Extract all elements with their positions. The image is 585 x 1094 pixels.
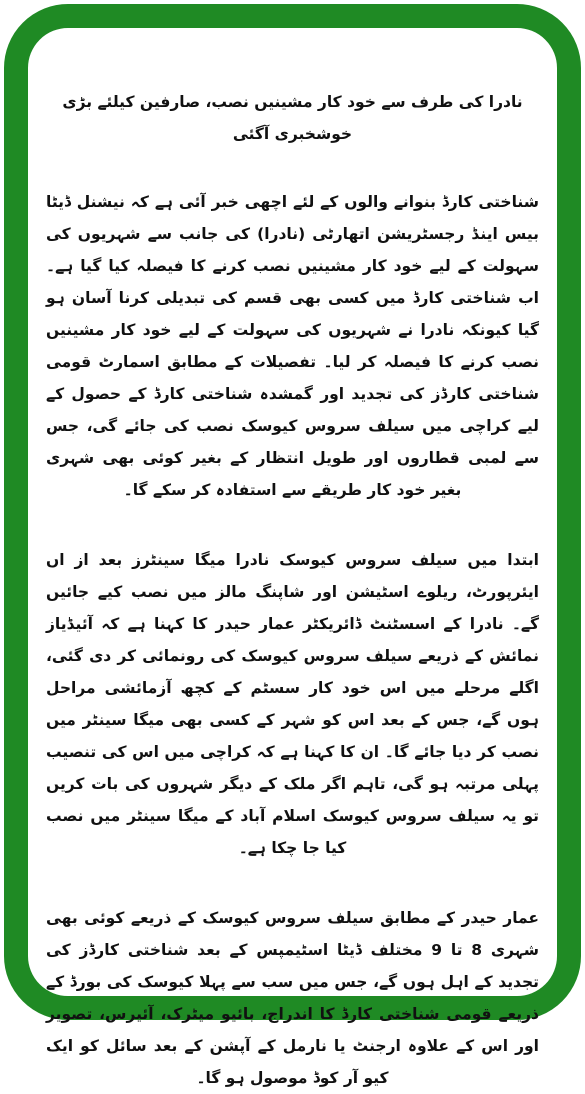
article-paragraph-3: عمار حیدر کے مطابق سیلف سروس کیوسک کے ذریعے کوئی بھی شہری 8 تا 9 مختلف ڈیٹا اسٹیمپس کے بعد شناختی کارڈز کی تجدید کے اہل ہوں گے، جس میں سب سے پہلا کیوسک کی بورڈ کے ذریعے قومی شناختی کارڈ کا اندراج، بائیو میٹرک، آئیرس، تصویر اور اس کے علاوہ ارجنٹ یا نارمل کے آپشن کے بعد سائل کو ایک کیو آر کوڈ موصول ہو گا۔	[46, 909, 539, 1087]
phone-frame	[4, 4, 581, 1087]
article-body	[46, 86, 539, 1087]
article-paragraph-2: ابتدا میں سیلف سروس کیوسک نادرا میگا سینٹرز بعد از اں ایئرپورٹ، ریلوے اسٹیشن اور شاپنگ مالز میں نصب کیے جائیں گے۔ نادرا کے اسسٹنٹ ڈائریکٹر عمار حیدر کا کہنا ہے کہ آئیڈیاز نمائش کے ذریعے سیلف سروس کیوسک کی رونمائی کر دی گئی، اگلے مرحلے میں اس خود کار سسٹم کے کچھ آزمائشی مراحل ہوں گے، جس کے بعد اس کو شہر کے کسی بھی میگا سینٹر میں نصب کر دیا جائے گا۔ ان کا کہنا ہے کہ کراچی میں اس کی تنصیب پہلی مرتبہ ہو گی، تاہم اگر ملک کے دیگر شہروں کی بات کریں تو یہ سیلف سروس کیوسک اسلام آباد کے میگا سینٹر میں نصب کیا جا چکا ہے۔	[46, 551, 539, 857]
article-paragraph-1: شناختی کارڈ بنوانے والوں کے لئے اچھی خبر آئی ہے کہ نیشنل ڈیٹا بیس اینڈ رجسٹریشن اتھارٹی (نادرا) کی جانب سے شہریوں کی سہولت کے لیے خود کار مشینیں نصب کرنے کا فیصلہ کیا گیا ہے۔ اب شناختی کارڈ میں کسی بھی قسم کی تبدیلی کرنا آسان ہو گیا کیونکہ نادرا نے شہریوں کی سہولت کے لیے خود کار مشینیں نصب کرنے کا فیصلہ کر لیا۔ تفصیلات کے مطابق اسمارٹ قومی شناختی کارڈز کی تجدید اور گمشدہ شناختی کارڈ کے حصول کے لیے کراچی میں سیلف سروس کیوسک نصب کی جائے گی، جس سے لمبی قطاروں اور طویل انتظار کے بغیر کوئی بھی شہری بغیر خود کار طریقے سے استفادہ کر سکے گا۔	[46, 193, 539, 499]
article-title: نادرا کی طرف سے خود کار مشینیں نصب، صارفین کیلئے بڑی خوشخبری آگئی	[62, 93, 523, 143]
